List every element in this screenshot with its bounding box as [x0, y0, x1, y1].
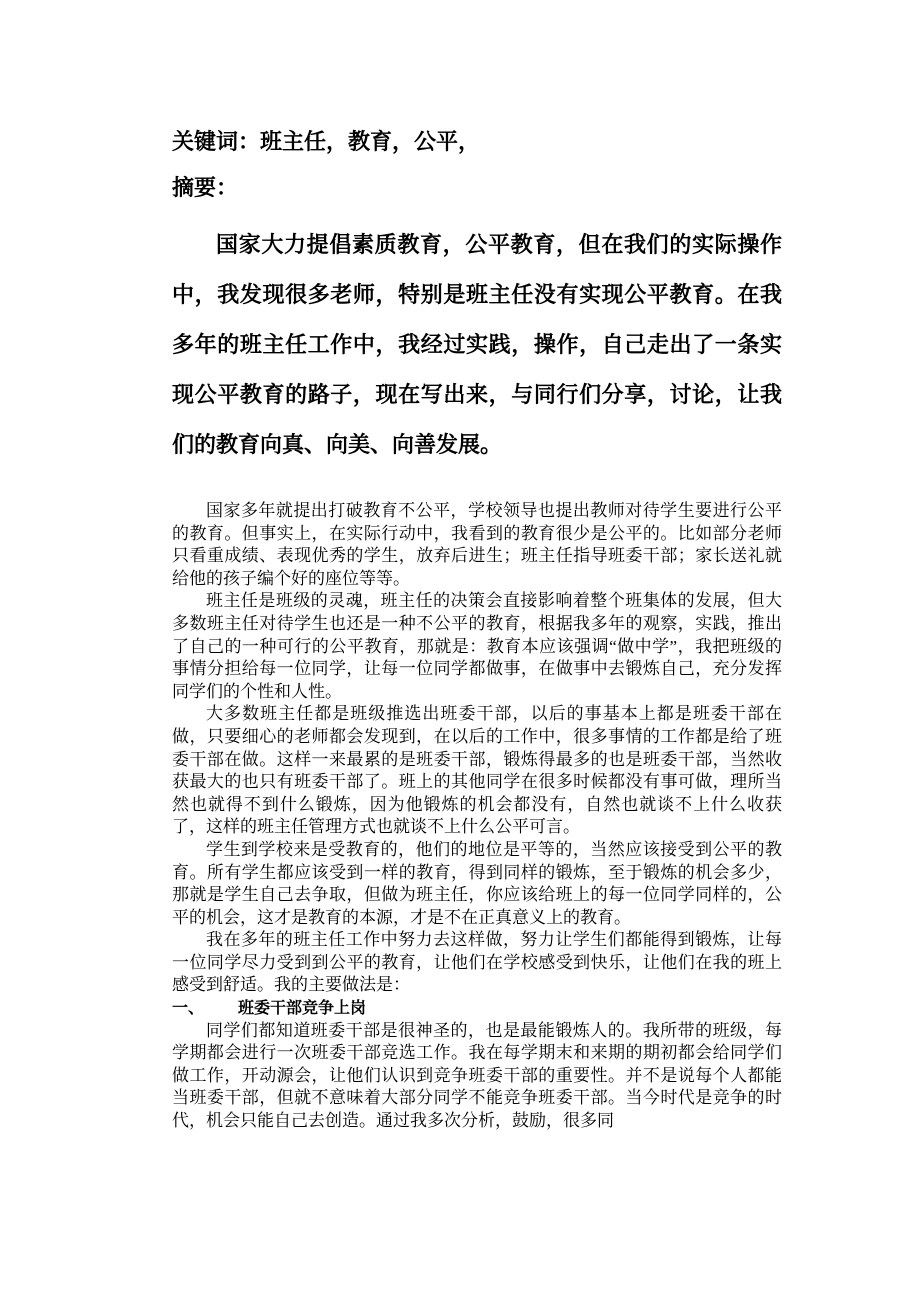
keywords-line: 关键词：班主任，教育，公平， — [172, 129, 481, 155]
abstract-text: 国家大力提倡素质教育，公平教育，但在我们的实际操作中，我发现很多老师，特别是班主任没有实现公平教育。在我多年的班主任工作中，我经过实践，操作，自己走出了一条实现公平教育的路子，现在写出来，与同行们分享，讨论，让我们的教育向真、向美、向善发展。 — [172, 232, 782, 458]
abstract-label: 摘要： — [172, 175, 239, 201]
body-paragraph: 大多数班主任都是班级推选出班委干部，以后的事基本上都是班委干部在做，只要细心的老师都会发现到，在以后的工作中，很多事情的工作都是给了班委干部在做。这样一来最累的是班委干部，锻炼得最多的也是班委干部，当然收获最大的也只有班委干部了。班上的其他同学在很多时候都没有事可做，理所当然也就得不到什么锻炼，因为他锻炼的机会都没有，自然也就谈不上什么收获了，这样的班主任管理方式也就谈不上什么公平可言。 — [172, 704, 782, 837]
body-paragraph: 同学们都知道班委干部是很神圣的，也是最能锻炼人的。我所带的班级，每学期都会进行一次班委干部竞选工作。我在每学期末和来期的期初都会给同学们做工作，开动源会，让他们认识到竞争班委干部的重要性。并不是说每个人都能当班委干部，但就不意味着大部分同学不能竞争班委干部。当今时代是竞争的时代，机会只能自己去创造。通过我多次分析，鼓励，很多同 — [172, 1020, 782, 1131]
body-text — [172, 500, 782, 1133]
body-paragraph: 我在多年的班主任工作中努力去这样做，努力让学生们都能得到锻炼，让每一位同学尽力受到到公平的教育，让他们在学校感受到快乐，让他们在我的班上感受到舒适。我的主要做法是： — [172, 930, 782, 995]
section-title: 班委干部竞争上岗 — [238, 998, 367, 1018]
body-paragraph: 国家多年就提出打破教育不公平，学校领导也提出教师对待学生要进行公平的教育。但事实上，在实际行动中，我看到的教育很少是公平的。比如部分老师只看重成绩、表现优秀的学生，放弃后进生；班主任指导班委干部；家长送礼就给他的孩子编个好的座位等等。 — [172, 501, 782, 588]
body-paragraph: 学生到学校来是受教育的，他们的地位是平等的，当然应该接受到公平的教育。所有学生都应该受到一样的教育，得到同样的锻炼，至于锻炼的机会多少，那就是学生自己去争取，但做为班主任，你应该给班上的每一位同学同样的，公平的机会，这才是教育的本源，才是不在正真意义上的教育。 — [172, 839, 782, 927]
section-number: 一、 — [172, 998, 205, 1018]
body-paragraph: 班主任是班级的灵魂，班主任的决策会直接影响着整个班集体的发展，但大多数班主任对待学生也还是一种不公平的教育，根据我多年的观察，实践，推出了自己的一种可行的公平教育，那就是：教育本应该强调“做中学”，我把班级的事情分担给每一位同学，让每一位同学都做事，在做事中去锻炼自己，充分发挥同学们的个性和人性。 — [172, 591, 782, 701]
section-heading — [172, 997, 782, 1020]
